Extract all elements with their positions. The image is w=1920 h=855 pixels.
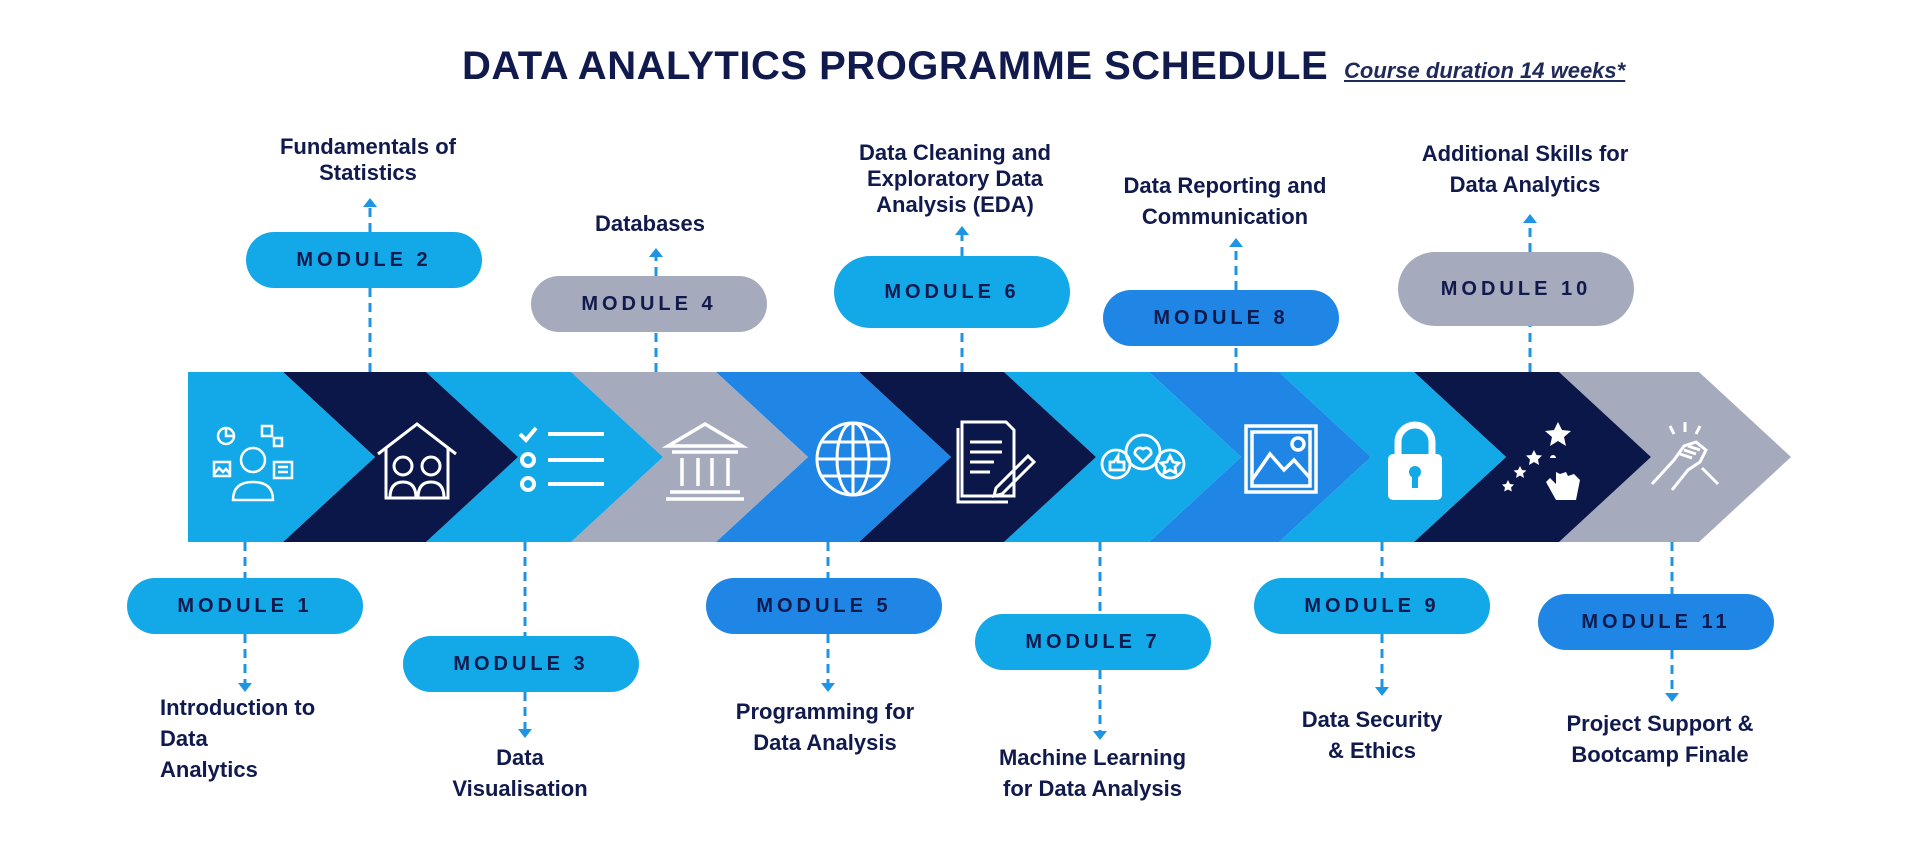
connector-arrowhead (955, 226, 969, 235)
analytics-person-icon (208, 414, 298, 504)
image-chart-icon (1236, 414, 1326, 504)
module-6-label: Data Cleaning and Exploratory Data Analysis (EDA) (859, 140, 1051, 217)
module-9-label: Data Security & Ethics (1301, 707, 1443, 763)
bank-building-icon (660, 414, 750, 504)
connector-arrowhead (649, 248, 663, 257)
module-11-pill: MODULE 11 (1538, 594, 1774, 650)
module-11-label: Project Support & Bootcamp Finale (1566, 711, 1754, 767)
page-title: DATA ANALYTICS PROGRAMME SCHEDULE (462, 44, 1329, 88)
module-5-label: Programming for Data Analysis (735, 699, 915, 755)
module-1-pill: MODULE 1 (127, 578, 363, 634)
course-duration-note: Course duration 14 weeks* (1344, 58, 1626, 83)
handshake-icon (1640, 410, 1730, 500)
padlock-icon (1370, 414, 1460, 504)
module-8-pill: MODULE 8 (1103, 290, 1339, 346)
stars-click-icon (1500, 414, 1590, 504)
connector-arrowhead (1375, 687, 1389, 696)
module-4-label: Databases (594, 211, 706, 236)
module-7-label: Machine Learning for Data Analysis (998, 745, 1187, 801)
connector-arrowhead (821, 683, 835, 692)
connector-arrowhead (238, 683, 252, 692)
module-8-label: Data Reporting and Communication (1123, 173, 1327, 229)
connector-arrowhead (518, 729, 532, 738)
module-7-pill: MODULE 7 (975, 614, 1211, 670)
globe-icon (808, 414, 898, 504)
connector-arrowhead (1093, 731, 1107, 740)
module-4-pill: MODULE 4 (531, 276, 767, 332)
module-2-label: Fundamentals of Statistics (279, 134, 456, 185)
speech-bubbles-icon (1098, 414, 1188, 504)
module-10-label: Additional Skills for Data Analytics (1421, 141, 1629, 197)
connector-arrowhead (1229, 238, 1243, 247)
connector-arrowhead (1523, 214, 1537, 223)
module-1-label: Introduction to Data Analytics (160, 695, 316, 782)
module-5-pill: MODULE 5 (706, 578, 942, 634)
connector-arrowhead (363, 198, 377, 207)
module-3-label: Data Visualisation (452, 745, 588, 801)
module-10-pill: MODULE 10 (1398, 252, 1634, 326)
connector-arrowhead (1665, 693, 1679, 702)
house-people-icon (372, 414, 462, 504)
module-9-pill: MODULE 9 (1254, 578, 1490, 634)
document-pen-icon (950, 414, 1040, 504)
module-2-pill: MODULE 2 (246, 232, 482, 288)
module-6-pill: MODULE 6 (834, 256, 1070, 328)
module-3-pill: MODULE 3 (403, 636, 639, 692)
checklist-icon (516, 414, 606, 504)
